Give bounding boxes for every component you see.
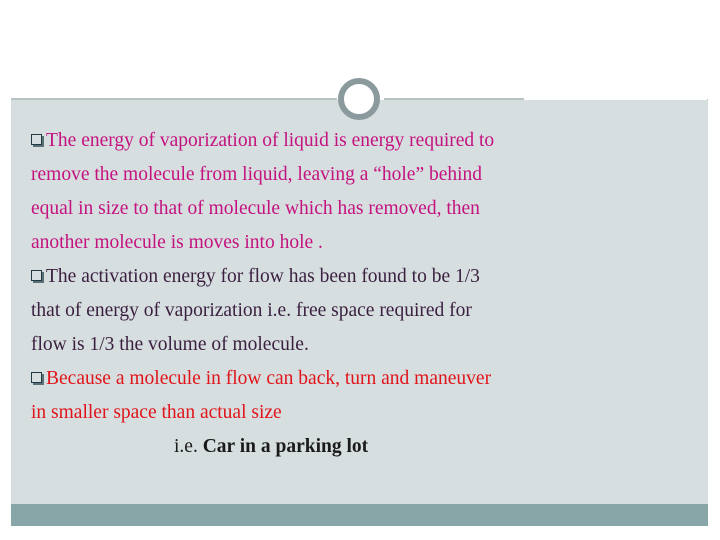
circle-ring-icon: [338, 78, 380, 120]
text-line: another molecule is moves into hole .: [31, 232, 323, 253]
text-line: flow is 1/3 the volume of molecule.: [31, 334, 309, 355]
slide-footer-bar: [11, 504, 708, 526]
text-line: [31, 362, 651, 396]
paragraph-maneuver: [31, 362, 651, 430]
paragraph-activation-energy: [31, 260, 651, 362]
example-prefix: i.e.: [174, 436, 203, 457]
line-text: Because a molecule in flow can back, turn and maneuver: [46, 368, 492, 389]
header-divider-left: [11, 98, 337, 100]
text-line: that of energy of vaporization i.e. free space required for: [31, 300, 472, 321]
example-line: [31, 430, 651, 464]
example-bold-text: Car in a parking lot: [202, 436, 369, 457]
checkbox-square-bullet-icon: [31, 270, 42, 281]
text-line: equal in size to that of molecule which has removed, then: [31, 198, 480, 219]
text-line: [31, 260, 651, 294]
checkbox-square-bullet-icon: [31, 134, 42, 145]
text-line: in smaller space than actual size: [31, 402, 282, 423]
line-text: The energy of vaporization of liquid is energy required to: [46, 130, 495, 151]
header-divider-right: [384, 98, 524, 100]
checkbox-square-bullet-icon: [31, 372, 42, 383]
text-line: remove the molecule from liquid, leaving a “hole” behind: [31, 164, 483, 185]
paragraph-vaporization: [31, 124, 651, 260]
text-line: [31, 124, 651, 158]
line-text: The activation energy for flow has been found to be 1/3: [46, 266, 480, 287]
slide-content: [31, 124, 651, 464]
